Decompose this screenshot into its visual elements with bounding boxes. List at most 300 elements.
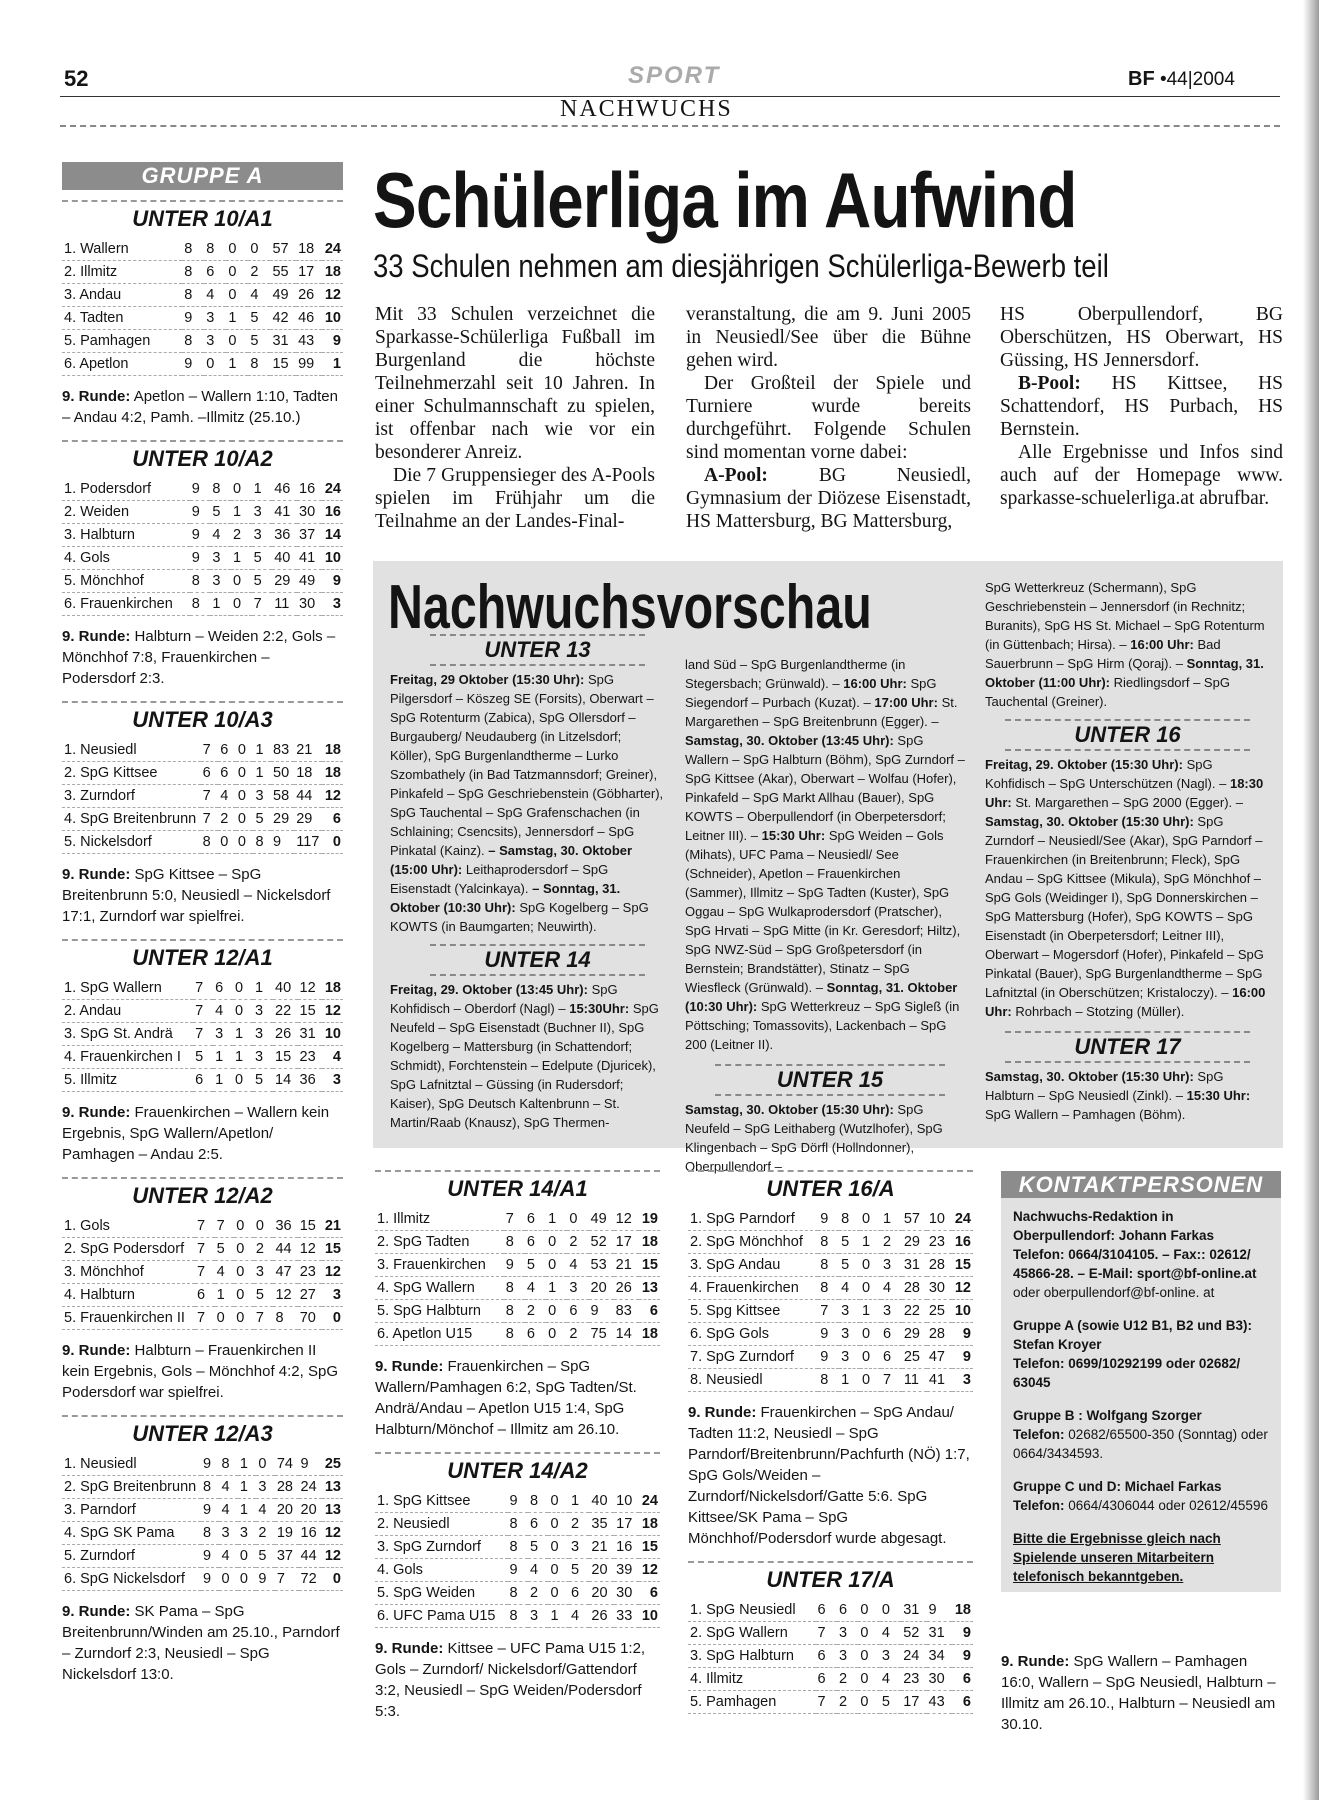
stat-cell: 44 [299, 1545, 323, 1568]
article-column-3 [1000, 303, 1283, 510]
team-name: 1. Neusiedl [62, 1453, 201, 1476]
team-name: 5. Illmitz [62, 1069, 193, 1092]
stat-cell: 0 [858, 1645, 879, 1668]
stat-cell: 20 [589, 1582, 614, 1605]
stat-cell: 83 [271, 739, 294, 762]
stat-cell: 5 [252, 547, 273, 570]
stat-cell: 8 [210, 478, 231, 501]
stat-cell: 8 [528, 1490, 548, 1513]
stat-cell: 7 [195, 1215, 215, 1238]
u13-title: UNTER 13 [430, 634, 645, 666]
points: 18 [952, 1599, 973, 1622]
points: 10 [322, 547, 343, 570]
stat-cell: 7 [201, 808, 219, 831]
stat-cell: 9 [927, 1599, 952, 1622]
article-paragraph [1000, 372, 1283, 441]
stat-cell: 34 [927, 1645, 952, 1668]
stat-cell: 9 [201, 1545, 219, 1568]
stat-cell: 0 [860, 1369, 881, 1392]
points: 9 [322, 330, 343, 353]
team-name: 4. SpG Breitenbrunn [62, 808, 201, 831]
league-table-block [62, 1177, 343, 1403]
stat-cell: 6 [525, 1231, 546, 1254]
stat-cell: 0 [254, 1215, 274, 1238]
stat-cell: 0 [546, 1231, 567, 1254]
table-row [62, 1568, 343, 1591]
stat-cell: 0 [226, 238, 248, 261]
stat-cell: 7 [193, 977, 213, 1000]
points: 9 [952, 1622, 973, 1645]
u17-title: UNTER 17 [1005, 1031, 1250, 1063]
stat-cell: 8 [182, 330, 204, 353]
stat-cell: 0 [234, 1261, 254, 1284]
stat-cell: 30 [927, 1277, 952, 1300]
team-name: 2. SpG Mönchhof [688, 1231, 818, 1254]
table-row [62, 284, 343, 307]
stat-cell: 1 [253, 739, 271, 762]
league-table [62, 1215, 343, 1330]
stat-cell: 41 [927, 1369, 952, 1392]
stat-cell: 1 [226, 353, 248, 376]
stat-cell: 4 [528, 1559, 548, 1582]
stat-cell: 8 [182, 284, 204, 307]
stat-cell: 3 [881, 1254, 902, 1277]
stat-cell: 0 [236, 785, 254, 808]
team-name: 7. SpG Zurndorf [688, 1346, 818, 1369]
points: 10 [639, 1605, 660, 1628]
stat-cell: 58 [271, 785, 294, 808]
stat-cell: 9 [818, 1208, 839, 1231]
points: 10 [952, 1300, 973, 1323]
stat-cell: 8 [204, 238, 226, 261]
stat-cell: 31 [270, 330, 296, 353]
stat-cell: 3 [839, 1300, 860, 1323]
stat-cell: 9 [201, 1499, 219, 1522]
table-row [688, 1300, 973, 1323]
points: 15 [639, 1536, 660, 1559]
stat-cell: 1 [546, 1277, 567, 1300]
table-row [62, 1307, 343, 1330]
stat-cell: 21 [589, 1536, 614, 1559]
stat-cell: 5 [528, 1536, 548, 1559]
stat-cell: 1 [569, 1490, 589, 1513]
table-row [62, 1284, 343, 1307]
article-subheadline: 33 Schulen nehmen am diesjährigen Schülerliga-Bewerb teil [373, 248, 1109, 284]
points: 6 [322, 808, 343, 831]
contacts-round-result: 9. Runde: SpG Wallern – Pamhagen 16:0, Wallern – SpG Neusiedl, Halbturn – Illmitz am 26.10., Halbturn – Neusiedl am 30.10. [1001, 1653, 1276, 1733]
stat-cell: 28 [927, 1254, 952, 1277]
u15-schedule: Samstag, 30. Oktober (15:30 Uhr): SpG Neufeld – SpG Leithaberg (Wutzlhofer), SpG Klingenbach – SpG Dörfl (Hollndonner), Oberpullendorf – [685, 1102, 943, 1174]
team-name: 2. Weiden [62, 501, 190, 524]
table-row [62, 1476, 343, 1499]
table-row [688, 1277, 973, 1300]
stat-cell: 9 [190, 478, 211, 501]
stat-cell: 26 [296, 284, 322, 307]
stat-cell: 17 [614, 1231, 639, 1254]
team-name: 5. Spg Kittsee [688, 1300, 818, 1323]
stat-cell: 8 [818, 1277, 839, 1300]
team-name: 3. SpG Halbturn [688, 1645, 816, 1668]
team-name: 5. Mönchhof [62, 570, 190, 593]
stat-cell: 9 [201, 1568, 219, 1591]
stat-cell: 26 [273, 1023, 297, 1046]
stat-cell: 8 [508, 1605, 528, 1628]
stat-cell: 3 [213, 1023, 233, 1046]
stat-cell: 2 [837, 1691, 858, 1714]
stat-cell: 1 [213, 1069, 233, 1092]
stat-cell: 22 [273, 1000, 297, 1023]
table-row [62, 1261, 343, 1284]
stat-cell: 1 [860, 1300, 881, 1323]
stat-cell: 16 [614, 1536, 639, 1559]
stat-cell: 0 [248, 238, 270, 261]
u16-schedule: Freitag, 29. Oktober (15:30 Uhr): SpG Kohfidisch – SpG Unterschützen (Nagl). – 18:30 Uhr: St. Margarethen – SpG 2000 (Egger). – Samstag, 30. Oktober (15:30 Uhr): SpG Zurndorf – Neusiedl/See (Akar), SpG Parndorf – Frauenkirchen (in Breitenbrunn; Fleck), SpG Andau – SpG Kittsee (Mikula), SpG Mönchhof – SpG Gols (Weidinger I), SpG Donnerskirchen – SpG Mattersburg (Hofer), SpG KOWTS – SpG Eisenstadt (in Oberpetersdorf; Leitner III), Oberwart – Mogersdorf (Hofer), Pinkafeld – SpG Pinkatal (Bauer), SpG Burgenlandtherme – SpG Lafnitztal (in Oberschützen; Kristaloczy). – 16:00 Uhr: Rohrbach – Stotzing (Müller). [985, 757, 1266, 1019]
round-result: 9. Runde: Halbturn – Weiden 2:2, Gols – Mönchhof 7:8, Frauenkirchen – Podersdorf 2:3. [62, 628, 336, 687]
stat-cell: 33 [614, 1605, 639, 1628]
stat-cell: 12 [614, 1208, 639, 1231]
points: 9 [322, 570, 343, 593]
league-table-block [62, 1415, 343, 1685]
stat-cell: 8 [201, 1522, 219, 1545]
stat-cell: 6 [569, 1582, 589, 1605]
stat-cell: 0 [860, 1323, 881, 1346]
stat-cell: 0 [234, 1215, 254, 1238]
stat-cell: 0 [233, 1000, 253, 1023]
team-name: 3. SpG Zurndorf [375, 1536, 508, 1559]
table-row [688, 1346, 973, 1369]
stat-cell: 20 [589, 1277, 614, 1300]
stat-cell: 9 [299, 1453, 323, 1476]
stat-cell: 3 [204, 307, 226, 330]
stat-cell: 9 [201, 1453, 219, 1476]
stat-cell: 0 [860, 1208, 881, 1231]
table-row [62, 238, 343, 261]
stat-cell: 6 [837, 1599, 858, 1622]
stat-cell: 30 [297, 593, 322, 616]
team-name: 4. Tadten [62, 307, 182, 330]
stat-cell: 40 [273, 977, 297, 1000]
stat-cell: 0 [546, 1254, 567, 1277]
stat-cell: 1 [238, 1453, 256, 1476]
league-table [62, 478, 343, 616]
stat-cell: 39 [614, 1559, 639, 1582]
stat-cell: 7 [193, 1000, 213, 1023]
team-name: 2. SpG Kittsee [62, 762, 201, 785]
stat-cell: 8 [839, 1208, 860, 1231]
team-name: 6. SpG Nickelsdorf [62, 1568, 201, 1591]
league-table [688, 1208, 973, 1392]
stat-cell: 0 [548, 1536, 568, 1559]
stat-cell: 7 [275, 1568, 299, 1591]
points: 9 [952, 1346, 973, 1369]
stat-cell: 20 [299, 1499, 323, 1522]
stat-cell: 6 [201, 762, 219, 785]
table-row [62, 762, 343, 785]
stat-cell: 3 [253, 1023, 273, 1046]
table-row [375, 1300, 660, 1323]
stat-cell: 21 [614, 1254, 639, 1277]
team-name: 1. SpG Parndorf [688, 1208, 818, 1231]
stat-cell: 31 [901, 1599, 926, 1622]
table-row [62, 1023, 343, 1046]
stat-cell: 0 [860, 1254, 881, 1277]
team-name: 1. SpG Wallern [62, 977, 193, 1000]
stat-cell: 15 [298, 1000, 322, 1023]
table-row [375, 1559, 660, 1582]
league-table-title: UNTER 14/A2 [375, 1452, 660, 1484]
stat-cell: 7 [195, 1238, 215, 1261]
table-row [688, 1622, 973, 1645]
points: 18 [322, 762, 343, 785]
table-row [62, 1499, 343, 1522]
stat-cell: 27 [298, 1284, 322, 1307]
team-name: 8. Neusiedl [688, 1369, 818, 1392]
stat-cell: 12 [298, 1238, 322, 1261]
stat-cell: 0 [548, 1559, 568, 1582]
stat-cell: 8 [182, 238, 204, 261]
stat-cell: 6 [528, 1513, 548, 1536]
stat-cell: 9 [589, 1300, 614, 1323]
league-table-block [62, 200, 343, 428]
issue-number: •44|2004 [1159, 69, 1235, 90]
stat-cell: 83 [614, 1300, 639, 1323]
stat-cell: 0 [234, 1284, 254, 1307]
points: 0 [322, 831, 343, 854]
stat-cell: 5 [193, 1046, 213, 1069]
stat-cell: 7 [252, 593, 273, 616]
publication-name: BF [1128, 68, 1155, 90]
league-table-title: UNTER 10/A1 [62, 200, 343, 232]
preview-column-3 [985, 578, 1270, 1124]
table-row [62, 478, 343, 501]
stat-cell: 8 [248, 353, 270, 376]
stat-cell: 9 [504, 1254, 525, 1277]
article-paragraph [686, 464, 971, 533]
stat-cell: 8 [504, 1300, 525, 1323]
stat-cell: 49 [589, 1208, 614, 1231]
table-row [62, 524, 343, 547]
round-result: 9. Runde: Frauenkirchen – SpG Andau/ Tadten 11:2, Neusiedl – SpG Parndorf/Breitenbrunn/Pachfurth (NÖ) 1:7, SpG Gols/Weiden – Zurndorf/Nickelsdorf/Gatte 5:6. SpG Kittsee/SK Pama – SpG Mönchhof/Podersdorf wurde abgesagt. [688, 1404, 970, 1547]
points: 3 [322, 1284, 343, 1307]
stat-cell: 8 [508, 1536, 528, 1559]
stat-cell: 4 [215, 1261, 235, 1284]
league-table-title: UNTER 10/A3 [62, 701, 343, 733]
stat-cell: 23 [927, 1231, 952, 1254]
stat-cell: 25 [902, 1346, 927, 1369]
stat-cell: 3 [881, 1300, 902, 1323]
stat-cell: 2 [567, 1323, 588, 1346]
stat-cell: 74 [275, 1453, 299, 1476]
points: 6 [639, 1582, 660, 1605]
points: 15 [322, 1238, 343, 1261]
round-result: 9. Runde: Frauenkirchen – SpG Wallern/Pamhagen 6:2, SpG Tadten/St. Andrä/Andau – Apetlon U15 1:4, SpG Halbturn/Mönchof – Illmitz am 26.10. [375, 1358, 637, 1438]
article-paragraph: Die 7 Gruppensieger des A-Pools spielen im Frühjahr um die Teilnahme an der Landes-Final- [375, 465, 655, 532]
points: 12 [952, 1277, 973, 1300]
stat-cell: 0 [860, 1277, 881, 1300]
stat-cell: 7 [215, 1215, 235, 1238]
team-name: 3. SpG Andau [688, 1254, 818, 1277]
points: 14 [322, 524, 343, 547]
contacts-banner: KONTAKTPERSONEN [1001, 1171, 1281, 1199]
stat-cell: 7 [193, 1023, 213, 1046]
stat-cell: 4 [219, 1545, 237, 1568]
stat-cell: 5 [253, 1069, 273, 1092]
stat-cell: 6 [213, 977, 233, 1000]
stat-cell: 3 [253, 1000, 273, 1023]
stat-cell: 0 [226, 261, 248, 284]
stat-cell: 3 [837, 1645, 858, 1668]
stat-cell: 6 [525, 1323, 546, 1346]
stat-cell: 5 [253, 808, 271, 831]
stat-cell: 0 [215, 1307, 235, 1330]
stat-cell: 1 [253, 762, 271, 785]
stat-cell: 2 [256, 1522, 274, 1545]
stat-cell: 8 [219, 1453, 237, 1476]
stat-cell: 15 [273, 1046, 297, 1069]
stat-cell: 5 [248, 307, 270, 330]
right-schedule: SpG Wetterkreuz (Schermann), SpG Geschriebenstein – Jennersdorf (in Rechnitz; Buranits), SpG HS St. Michael – SpG Rotenturm (in Güttenbach; Hirsa). – 16:00 Uhr: Bad Sauerbrunn – SpG Hirm (Qoraj). – Sonntag, 31. Oktober (11:00 Uhr): Riedlingsdorf – SpG Tauchental (Greiner). [985, 580, 1265, 709]
round-result: 9. Runde: Apetlon – Wallern 1:10, Tadten – Andau 4:2, Pamh. –Illmitz (25.10.) [62, 388, 338, 426]
stat-cell: 18 [294, 762, 322, 785]
stat-cell: 29 [294, 808, 322, 831]
team-name: 5. Zurndorf [62, 1545, 201, 1568]
stat-cell: 21 [294, 739, 322, 762]
stat-cell: 4 [880, 1622, 901, 1645]
table-row [62, 501, 343, 524]
league-table-block [375, 1170, 660, 1440]
stat-cell: 9 [190, 524, 211, 547]
team-name: 4. Frauenkirchen [688, 1277, 818, 1300]
stat-cell: 0 [204, 353, 226, 376]
stat-cell: 47 [927, 1346, 952, 1369]
stat-cell: 0 [226, 284, 248, 307]
stat-cell: 6 [218, 762, 236, 785]
team-name: 5. Pamhagen [62, 330, 182, 353]
stat-cell: 9 [190, 501, 211, 524]
points: 6 [639, 1300, 660, 1323]
team-name: 4. Gols [375, 1559, 508, 1582]
article-headline: Schülerliga im Aufwind [373, 156, 1077, 244]
stat-cell: 14 [614, 1323, 639, 1346]
stat-cell: 4 [219, 1476, 237, 1499]
points: 3 [322, 1069, 343, 1092]
stat-cell: 24 [299, 1476, 323, 1499]
stat-cell: 57 [902, 1208, 927, 1231]
stat-cell: 1 [546, 1208, 567, 1231]
table-row [688, 1208, 973, 1231]
stat-cell: 1 [238, 1499, 256, 1522]
u17-schedule: Samstag, 30. Oktober (15:30 Uhr): SpG Halbturn – SpG Neusiedl (Zinkl). – 15:30 Uhr: SpG Wallern – Pamhagen (Böhm). [985, 1069, 1251, 1122]
points: 18 [639, 1231, 660, 1254]
stat-cell: 8 [201, 1476, 219, 1499]
round-result: 9. Runde: SK Pama – SpG Breitenbrunn/Winden am 25.10., Parndorf – Zurndorf 2:3, Neusiedl – SpG Nickelsdorf 13:0. [62, 1603, 340, 1683]
stat-cell: 1 [215, 1284, 235, 1307]
stat-cell: 5 [210, 501, 231, 524]
table-row [375, 1277, 660, 1300]
stat-cell: 5 [525, 1254, 546, 1277]
team-name: 6. UFC Pama U15 [375, 1605, 508, 1628]
mid-schedule: land Süd – SpG Burgenlandtherme (in Stegersbach; Grünwald). – 16:00 Uhr: SpG Siegendorf – Purbach (Kuzat). – 17:00 Uhr: St. Margarethen – SpG Breitenbrunn (Egger). – Samstag, 30. Oktober (13:45 Uhr): SpG Wallern – SpG Halbturn (Böhm), SpG Zurndorf – SpG Kittsee (Akar), Oberwart – Wolfau (Hofer), Pinkafeld – SpG Markt Allhau (Bauer), SpG KOWTS – Oberpullendorf (in Oberpetersdorf; Leitner III). – 15:30 Uhr: SpG Weiden – Gols (Mihats), UFC Pama – Neusiedl/ See (Schneider), Apetlon – Frauenkirchen (Sammer), Illmitz – SpG Tadten (Kuster), SpG Oggau – SpG Wulkaprodersdorf (Pratscher), SpG Hrvati – SpG Mitte (in Kr. Geresdorf; Hiltz), SpG NWZ-Süd – SpG Großpetersdorf (in Bernstein; Brandstätter), Stinatz – SpG Wiesfleck (Grünwald). – Sonntag, 31. Oktober (10:30 Uhr): SpG Wetterkreuz – SpG Sigleß (in Pöttsching; Tomassovits), Lackenbach – SpG 200 (Leitner II). [685, 657, 965, 1052]
stat-cell: 0 [256, 1453, 274, 1476]
stat-cell: 10 [927, 1208, 952, 1231]
points: 18 [639, 1513, 660, 1536]
table-row [62, 1545, 343, 1568]
stat-cell: 6 [195, 1284, 215, 1307]
stat-cell: 0 [231, 478, 252, 501]
table-row [375, 1323, 660, 1346]
contact-group-b: Gruppe B : Wolfgang Szorger Telefon: 02682/65500-350 (Sonntag) oder 0664/3434593. [1013, 1408, 1268, 1461]
stat-cell: 0 [880, 1599, 901, 1622]
table-row [62, 739, 343, 762]
stat-cell: 3 [837, 1622, 858, 1645]
stat-cell: 3 [252, 524, 273, 547]
league-table [62, 977, 343, 1092]
u14-schedule: Freitag, 29. Oktober (13:45 Uhr): SpG Kohfidisch – Oberdorf (Nagl) – 15:30Uhr: SpG Neufeld – SpG Eisenstadt (Buchner II), SpG Kogelberg – Mattersburg (in Schattendorf; Schmidt), Forchtenstein – Edelpute (Djuricek), SpG Lafnitztal – Güssing (in Rudersdorf; Kaiser), SpG Deutsch Kaltenbrunn – St. Martin/Raab (Knausz), SpG Thermen- [390, 982, 659, 1130]
stat-cell: 17 [614, 1513, 639, 1536]
table-row [688, 1645, 973, 1668]
article-paragraph: HS Oberpullendorf, BG Oberschützen, HS Oberwart, HS Güssing, HS Jennersdorf. [1000, 304, 1283, 371]
stat-cell: 8 [504, 1323, 525, 1346]
team-name: 3. Parndorf [62, 1499, 201, 1522]
stat-cell: 2 [881, 1231, 902, 1254]
stat-cell: 1 [233, 1046, 253, 1069]
contacts-text [1013, 1207, 1275, 1600]
stat-cell: 43 [296, 330, 322, 353]
stat-cell: 6 [881, 1346, 902, 1369]
apool-label: A-Pool: [704, 465, 768, 486]
stat-cell: 14 [273, 1069, 297, 1092]
league-table-block [375, 1452, 660, 1722]
article-paragraph: Mit 33 Schulen verzeichnet die Sparkasse-Schülerliga Fußball im Burgenland die höchste Teilnehmerzahl seit 10 Jahren. In einer Schulmannschaft zu spielen, ist offenbar nach wie vor ein besonderer Anreiz. [375, 304, 655, 463]
league-table-block [62, 939, 343, 1165]
points: 1 [322, 353, 343, 376]
table-row [62, 330, 343, 353]
stat-cell: 8 [253, 831, 271, 854]
stat-cell: 0 [219, 1568, 237, 1591]
article-column-2 [686, 303, 971, 533]
league-table-title: UNTER 16/A [688, 1170, 973, 1202]
stat-cell: 8 [182, 261, 204, 284]
team-name: 2. SpG Wallern [688, 1622, 816, 1645]
stat-cell: 5 [248, 330, 270, 353]
league-table-title: UNTER 17/A [688, 1561, 973, 1593]
stat-cell: 31 [902, 1254, 927, 1277]
points: 12 [322, 785, 343, 808]
stat-cell: 23 [298, 1261, 322, 1284]
left-column-tables [62, 200, 343, 1697]
stat-cell: 37 [297, 524, 322, 547]
stat-cell: 0 [860, 1346, 881, 1369]
stat-cell: 30 [614, 1582, 639, 1605]
league-table-title: UNTER 10/A2 [62, 440, 343, 472]
article-paragraph: Alle Ergebnisse und Infos sind auch auf der Homepage www. sparkasse-schuelerliga.at abrufbar. [1000, 442, 1283, 509]
points: 3 [952, 1369, 973, 1392]
stat-cell: 0 [234, 1307, 254, 1330]
stat-cell: 0 [231, 593, 252, 616]
points: 3 [322, 593, 343, 616]
team-name: 1. Gols [62, 1215, 195, 1238]
stat-cell: 1 [839, 1369, 860, 1392]
points: 13 [322, 1476, 343, 1499]
table-row [688, 1231, 973, 1254]
team-name: 1. Wallern [62, 238, 182, 261]
league-table [375, 1490, 660, 1628]
stat-cell: 3 [210, 547, 231, 570]
stat-cell: 36 [272, 524, 297, 547]
stat-cell: 4 [248, 284, 270, 307]
u15-title: UNTER 15 [715, 1064, 945, 1096]
team-name: 1. Podersdorf [62, 478, 190, 501]
